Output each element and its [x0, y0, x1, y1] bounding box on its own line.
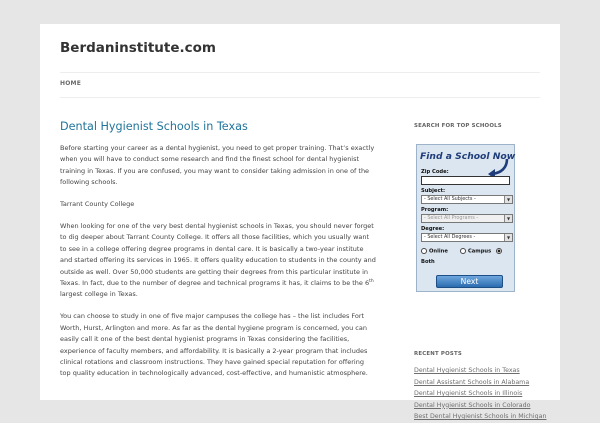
degree-select-value: - Select All Degrees - — [424, 234, 476, 240]
recent-posts-list — [414, 365, 547, 423]
radio-both[interactable] — [496, 248, 504, 256]
degree-label: Degree: — [421, 226, 445, 232]
main-navigation — [60, 72, 540, 98]
list-item — [414, 365, 540, 377]
paragraph-text: When looking for one of the very best dental hygienist schools in Texas, you should never forget to dig deeper about Tarrant County College. It offers all those facilities, which you usually want to see in a college offering degree programs in dental care. It is basically a two-year institute and started offering its services in 1965. It offers quality education to students in the county and outside as well. Over 50,000 students are getting their degrees from this particular institute in Texas. In fact, due to the number of degree and technical programs it has, it claims to be the 6 — [60, 222, 376, 288]
recent-posts-title: RECENT POSTS — [414, 351, 462, 357]
recent-post-link[interactable]: Best Dental Hygienist Schools in Michigan — [414, 413, 547, 420]
ordinal-suffix: th — [369, 278, 374, 284]
subject-select[interactable] — [421, 195, 513, 204]
article-paragraph-campuses: You can choose to study in one of five major campuses the college has – the list includes Fort Worth, Hurst, Arlington and more. As far as the dental hygiene program is concerned, you can easily call it one of the best dental hygienist programs in Texas considering the facilities, experience of faculty members, and affordability. It is basically a 2-year program that includes clinical rotations and classroom instructions. They have gained special reputation for offering top quality education in technologically advanced, cost-effective, and humanistic atmosphere. — [60, 312, 368, 378]
list-item — [414, 388, 540, 400]
radio-button-selected-icon — [496, 248, 502, 254]
chevron-down-icon: ▼ — [504, 215, 512, 222]
radio-online-label: Online — [429, 248, 448, 255]
article-subheading: Tarrant County College — [60, 200, 135, 209]
degree-select[interactable] — [421, 233, 513, 242]
site-title-link[interactable]: Berdaninstitute.com — [60, 40, 216, 56]
article-paragraph-tarrant — [60, 221, 376, 301]
radio-campus-label: Campus — [468, 248, 492, 255]
radio-button-icon — [460, 248, 466, 254]
article-title[interactable]: Dental Hygienist Schools in Texas — [60, 120, 248, 133]
zip-code-input[interactable] — [421, 176, 510, 185]
article-content — [60, 120, 376, 390]
radio-both-label: Both — [421, 259, 435, 265]
paragraph-text-end: largest college in Texas. — [60, 290, 138, 299]
radio-button-icon — [421, 248, 427, 254]
recent-post-link[interactable]: Dental Hygienist Schools in Illinois — [414, 390, 523, 397]
program-select[interactable] — [421, 214, 513, 223]
recent-post-link[interactable]: Dental Assistant Schools in Alabama — [414, 378, 530, 386]
list-item — [414, 377, 540, 389]
recent-post-link[interactable]: Dental Hygienist Schools in Texas — [414, 367, 520, 374]
list-item — [414, 411, 547, 423]
school-finder-widget — [416, 144, 515, 292]
radio-campus[interactable] — [460, 248, 491, 256]
nav-home-link[interactable]: HOME — [60, 80, 81, 87]
list-item — [414, 400, 540, 412]
subject-select-value: - Select All Subjects - — [424, 196, 476, 202]
program-label: Program: — [421, 207, 449, 213]
subject-label: Subject: — [421, 188, 446, 194]
chevron-down-icon: ▼ — [504, 196, 512, 203]
chevron-down-icon: ▼ — [504, 234, 512, 241]
zip-label: Zip Code: — [421, 169, 449, 175]
next-button[interactable]: Next — [436, 275, 503, 288]
search-widget-title: SEARCH FOR TOP SCHOOLS — [414, 123, 502, 129]
radio-online[interactable] — [421, 248, 448, 256]
finder-heading: Find a School Now — [420, 151, 516, 162]
article-paragraph-intro: Before starting your career as a dental hygienist, you need to get proper training. That’s exactly when you will have to conduct some research and find the finest school for dental hygienist training in Texas. If you are confused, you may want to consider taking admission in one of the following schools. — [60, 144, 375, 187]
page-container — [40, 24, 560, 420]
program-select-value: - Select All Programs - — [424, 215, 479, 221]
recent-post-link[interactable]: Dental Hygienist Schools in Colorado — [414, 401, 531, 409]
sidebar — [414, 120, 547, 420]
